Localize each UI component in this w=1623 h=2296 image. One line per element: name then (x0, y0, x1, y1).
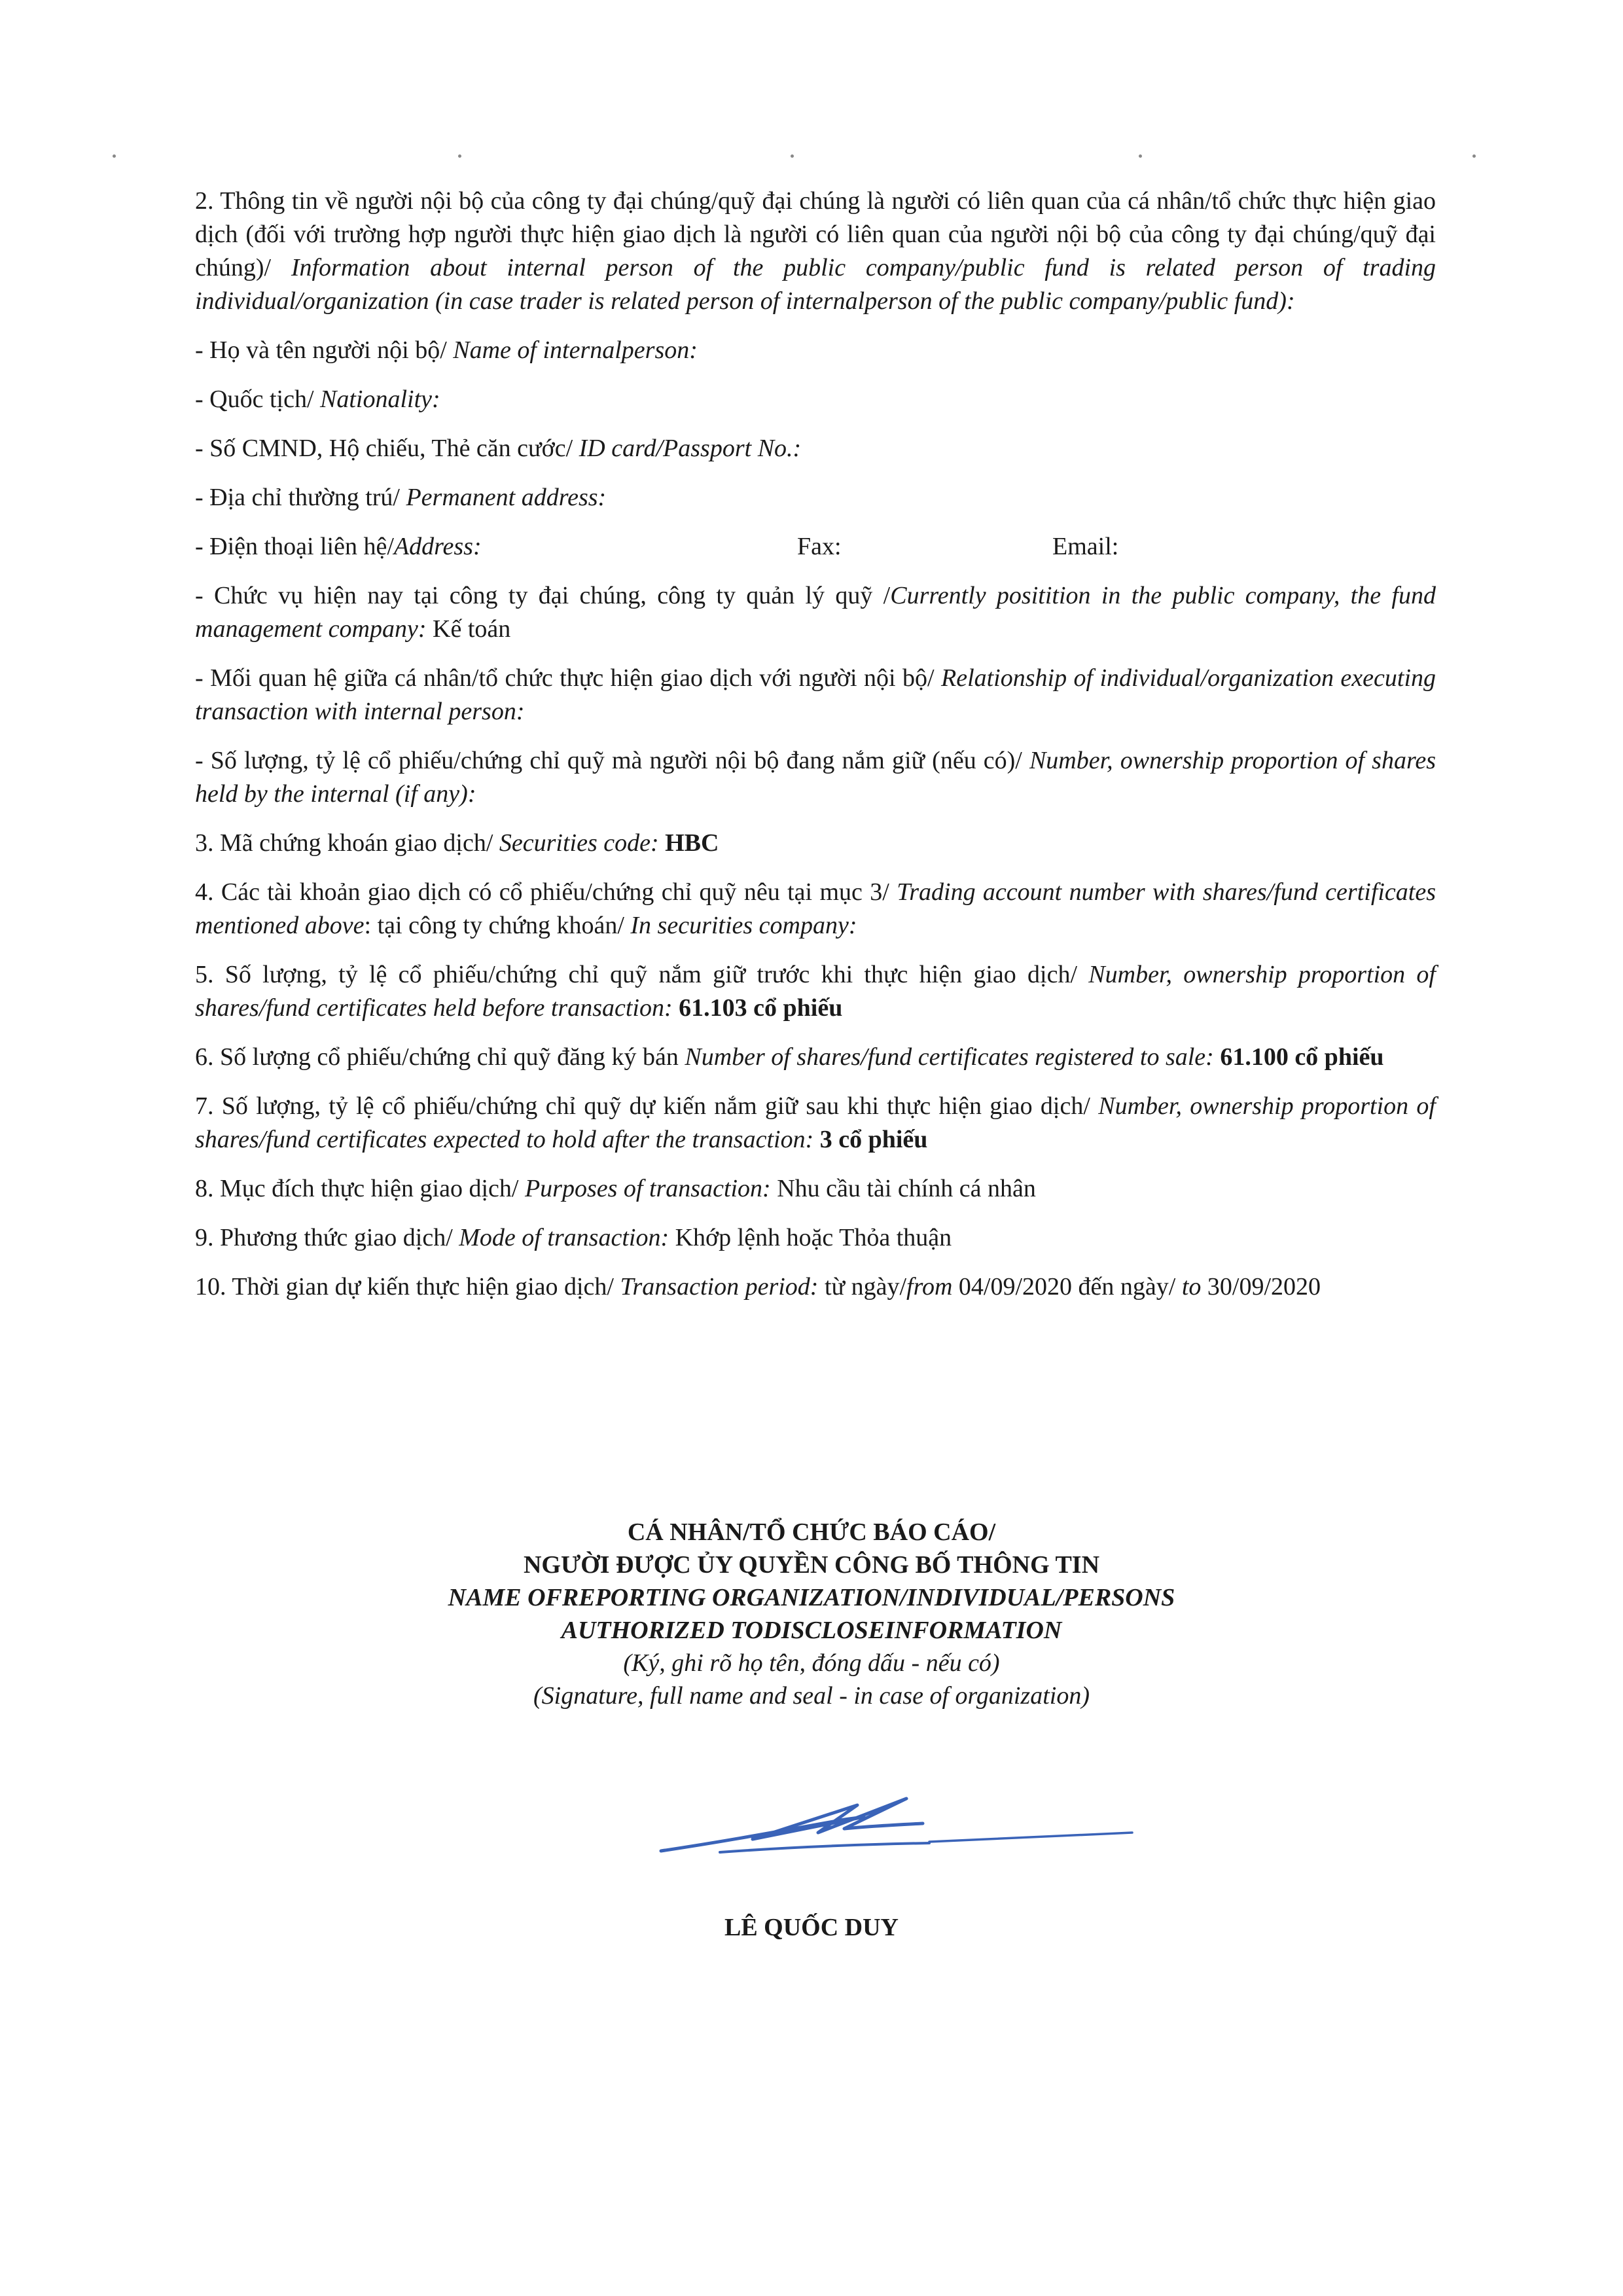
item-label-en: Number, ownership proportion of shares/fund certificates expected to hold after the transaction: (195, 1092, 1436, 1153)
document-body (195, 185, 1436, 1319)
item-7-shares-after (195, 1090, 1436, 1157)
field-internal-name (195, 334, 1436, 367)
field-nationality (195, 383, 1436, 416)
field-value: Kế toán (433, 615, 511, 643)
item-label-en: In securities company: (630, 912, 857, 939)
field-shares-held (195, 744, 1436, 811)
section-2-en: Information about internal person of the public company/public fund is related person of trading individual/organization (in case trader is related person of internalperson of the public company/public fund): (195, 254, 1436, 315)
field-label-en: Nationality: (320, 386, 440, 413)
field-phone (195, 530, 797, 564)
field-label-en: Relationship of individual/organization executing transaction with internal person: (195, 664, 1436, 725)
field-id-card (195, 432, 1436, 465)
field-label-en: Currently positition in the public company, the fund management company: (195, 582, 1436, 643)
item-label-en: from (906, 1273, 953, 1300)
item-10-period (195, 1270, 1436, 1304)
handwritten-signature (648, 1779, 1145, 1864)
item-label-vi: 6. Số lượng cổ phiếu/chứng chỉ quỹ đăng ký bán (195, 1043, 679, 1071)
field-label-vi: - Điện thoại liên hệ/ (195, 533, 394, 560)
sign-instruction-vi: (Ký, ghi rõ họ tên, đóng dấu - nếu có) (623, 1649, 1000, 1677)
reporter-title-vi: CÁ NHÂN/TỔ CHỨC BÁO CÁO/ (627, 1518, 996, 1546)
field-label-vi: - Chức vụ hiện nay tại công ty đại chúng, công ty quản lý quỹ / (195, 582, 891, 609)
sign-instruction-en: (Signature, full name and seal - in case of organization) (533, 1682, 1090, 1710)
item-label-en: Mode of transaction: (459, 1224, 669, 1251)
reporter-title-en: NAME OFREPORTING ORGANIZATION/INDIVIDUAL/PERSONS (448, 1584, 1175, 1611)
authorized-title-vi: NGƯỜI ĐƯỢC ỦY QUYỀN CÔNG BỐ THÔNG TIN (523, 1551, 1100, 1579)
item-label-vi: từ ngày/ (824, 1273, 907, 1300)
scan-dot (458, 154, 461, 158)
item-5-shares-before (195, 958, 1436, 1025)
field-permanent-address (195, 481, 1436, 514)
item-8-purpose (195, 1172, 1436, 1206)
item-value: 61.103 cổ phiếu (679, 994, 843, 1022)
scan-dot (791, 154, 794, 158)
field-label-en: Name of internalperson: (453, 336, 698, 364)
item-label-en: Number, ownership proportion of shares/fund certificates held before transaction: (195, 961, 1436, 1022)
item-label-vi: 3. Mã chứng khoán giao dịch/ (195, 829, 493, 857)
date-from: 04/09/2020 (958, 1273, 1073, 1300)
field-label-vi: - Số lượng, tỷ lệ cổ phiếu/chứng chỉ quỹ mà người nội bộ đang nắm giữ (nếu có)/ (195, 747, 1022, 774)
item-6-shares-registered (195, 1041, 1436, 1074)
item-label-vi: 10. Thời gian dự kiến thực hiện giao dịch/ (195, 1273, 614, 1300)
signature-block (314, 1516, 1309, 1712)
field-label-en: Address: (393, 533, 482, 560)
item-label-en: Number of shares/fund certificates registered to sale: (685, 1043, 1214, 1071)
item-label-vi: 7. Số lượng, tỷ lệ cổ phiếu/chứng chỉ quỹ dự kiến nắm giữ sau khi thực hiện giao dịch/ (195, 1092, 1090, 1120)
field-position (195, 579, 1436, 646)
field-label-vi: - Quốc tịch/ (195, 386, 314, 413)
item-label-vi: 9. Phương thức giao dịch/ (195, 1224, 453, 1251)
field-label-en: Number, ownership proportion of shares held by the internal (if any): (195, 747, 1436, 808)
item-value: 61.100 cổ phiếu (1220, 1043, 1384, 1071)
signer-name: LÊ QUỐC DUY (724, 1914, 899, 1941)
item-label-vi: : tại công ty chứng khoán/ (364, 912, 624, 939)
section-2-intro (195, 185, 1436, 318)
item-label-en: Transaction period: (620, 1273, 819, 1300)
field-label-en: Permanent address: (406, 484, 607, 511)
field-label-vi: - Địa chỉ thường trú/ (195, 484, 400, 511)
scan-dot (1472, 154, 1476, 158)
field-label-vi: - Mối quan hệ giữa cá nhân/tổ chức thực hiện giao dịch với người nội bộ/ (195, 664, 935, 692)
item-value: HBC (665, 829, 719, 857)
item-value: 3 cổ phiếu (819, 1126, 928, 1153)
field-label-vi: - Họ và tên người nội bộ/ (195, 336, 447, 364)
authorized-title-en: AUTHORIZED TODISCLOSEINFORMATION (561, 1617, 1062, 1644)
field-fax: Fax: (797, 533, 842, 560)
item-label-vi: 4. Các tài khoản giao dịch có cổ phiếu/chứng chỉ quỹ nêu tại mục 3/ (195, 878, 889, 906)
scan-dots (0, 154, 1623, 161)
item-label-vi: 5. Số lượng, tỷ lệ cổ phiếu/chứng chỉ quỹ nắm giữ trước khi thực hiện giao dịch/ (195, 961, 1078, 988)
item-label-en: Securities code: (499, 829, 659, 857)
item-3-securities-code (195, 827, 1436, 860)
field-relationship (195, 662, 1436, 728)
scan-dot (113, 154, 116, 158)
item-value: Nhu cầu tài chính cá nhân (777, 1175, 1036, 1202)
item-9-mode (195, 1221, 1436, 1255)
field-label-vi: - Số CMND, Hộ chiếu, Thẻ căn cước/ (195, 435, 573, 462)
field-email: Email: (1052, 533, 1119, 560)
item-label-en: Purposes of transaction: (524, 1175, 771, 1202)
item-label-vi: 8. Mục đích thực hiện giao dịch/ (195, 1175, 519, 1202)
scan-dot (1139, 154, 1142, 158)
date-to: 30/09/2020 (1207, 1273, 1321, 1300)
item-value: Khớp lệnh hoặc Thỏa thuận (675, 1224, 952, 1251)
field-contact (195, 530, 1436, 564)
section-2-vi: 2. Thông tin về người nội bộ của công ty đại chúng/quỹ đại chúng là người có liên quan của cá nhân/tổ chức thực hiện giao dịch (đối với trường hợp người thực hiện giao dịch là người có liên quan của người nội bộ của công ty đại chúng/quỹ đại chúng)/ (195, 187, 1436, 281)
item-label-en: Trading account number with shares/fund certificates mentioned above (195, 878, 1436, 939)
item-label-vi: đến ngày/ (1078, 1273, 1176, 1300)
item-4-trading-accounts (195, 876, 1436, 942)
field-label-en: ID card/Passport No.: (579, 435, 802, 462)
item-label-en: to (1181, 1273, 1202, 1300)
